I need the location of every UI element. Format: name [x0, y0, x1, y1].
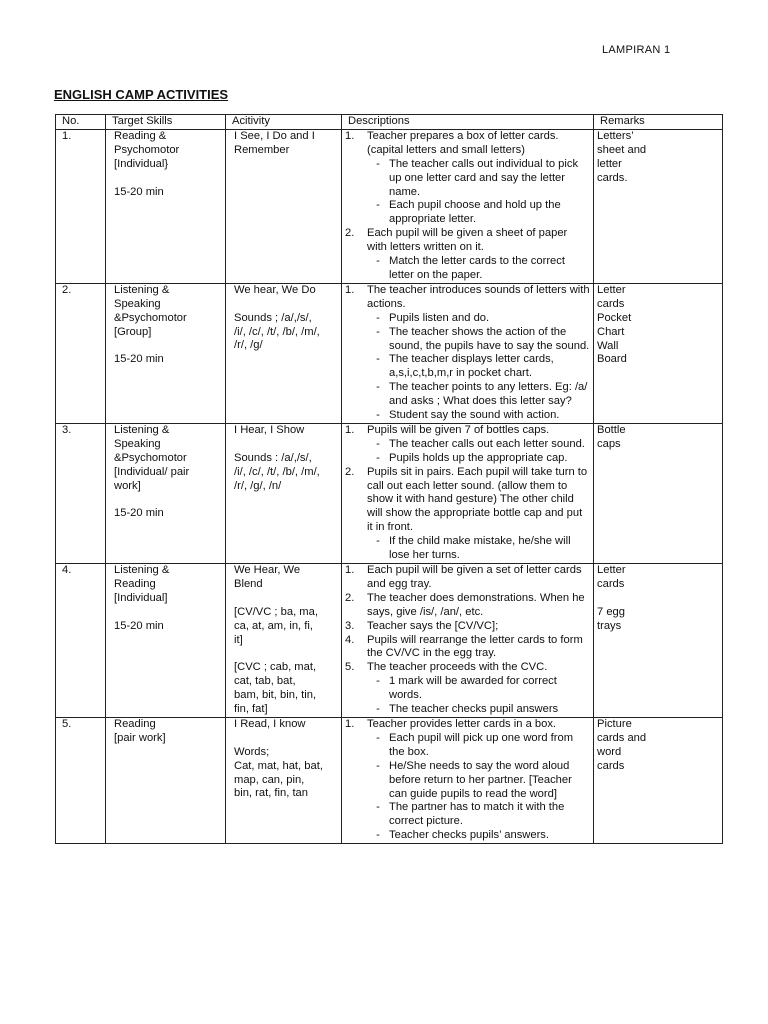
dash-bullet: -: [376, 759, 380, 772]
activity-line: [CV/VC ; ba, ma,: [234, 605, 318, 618]
row-number: 3.: [56, 423, 106, 563]
target-skill-line: Speaking: [114, 437, 161, 450]
subpoint-text: 1 mark will be awarded for correct words.: [389, 675, 557, 702]
activities-table: [55, 114, 723, 844]
dash-bullet: -: [376, 325, 380, 338]
step-text: Teacher prepares a box of letter cards. (capital letters and small letters): [367, 129, 559, 156]
subpoint: [367, 801, 590, 829]
subpoint-text: The teacher shows the action of the sound, the pupils have to say the sound.: [389, 325, 590, 352]
subpoint: [367, 326, 590, 354]
target-skill-line: 15-20 min: [114, 507, 164, 520]
target-skill-line: [114, 340, 222, 354]
remark-line: Letter: [597, 283, 626, 296]
table-header-row: [56, 115, 723, 130]
subpoint: [367, 312, 590, 326]
remarks-cell: [594, 129, 723, 283]
activity-line: bam, bit, bin, tin,: [234, 689, 317, 702]
target-skills-cell: [106, 423, 226, 563]
description-steps: [345, 284, 590, 423]
subpoint-text: Each pupil will pick up one word from the box.: [389, 731, 574, 758]
subpoint: [367, 675, 590, 703]
activity-line: We Hear, We: [234, 564, 301, 576]
target-skill-line: [Individual}: [114, 157, 169, 170]
step-head: [345, 466, 590, 536]
activity-line: ca, at, am, in, fi,: [234, 619, 313, 632]
description-step: [345, 424, 590, 466]
column-header-no: No.: [56, 115, 106, 130]
remark-line: Bottle: [597, 423, 626, 436]
step-head: [345, 634, 590, 662]
step-head: [345, 620, 590, 634]
activity-line: fin, fat]: [234, 703, 268, 716]
dash-bullet: -: [376, 829, 380, 842]
subpoint-text: The teacher points to any letters. Eg: /a/ and asks ; What does this letter say?: [389, 381, 588, 408]
step-text: Each pupil will be given a set of letter cards and egg tray.: [367, 564, 582, 590]
activity-line: Blend: [234, 577, 263, 590]
subpoint-text: Teacher checks pupils’ answers.: [389, 829, 550, 842]
table-row: [56, 423, 723, 563]
step-number: 2.: [345, 591, 355, 604]
subpoint: [367, 760, 590, 802]
target-skills-cell: [106, 564, 226, 718]
target-skill-line: 15-20 min: [114, 185, 164, 198]
descriptions-cell: [342, 564, 594, 718]
activity-line: cat, tab, bat,: [234, 675, 296, 688]
activity-line: /i/, /c/, /t/, /b/, /m/,: [234, 325, 320, 338]
dash-bullet: -: [376, 535, 380, 548]
target-skill-line: Psychomotor: [114, 143, 180, 156]
subpoint-text: Student say the sound with action.: [389, 409, 560, 422]
subpoint: [367, 829, 590, 843]
remark-line: word: [597, 745, 622, 758]
dash-bullet: -: [376, 381, 380, 394]
description-step: [345, 227, 590, 283]
step-head: [345, 661, 590, 675]
remark-line: Letters’: [597, 129, 634, 142]
activity-line: Cat, mat, hat, bat,: [234, 759, 323, 772]
step-text: Pupils will rearrange the letter cards to form the CV/VC in the egg tray.: [367, 633, 583, 660]
step-subpoints: [345, 255, 590, 283]
target-skill-line: Listening &: [114, 283, 170, 296]
target-skill-line: Reading: [114, 717, 156, 730]
subpoint-text: Match the letter cards to the correct letter on the paper.: [389, 255, 565, 281]
step-number: 2.: [345, 227, 355, 240]
subpoint: [367, 732, 590, 760]
subpoint: [367, 381, 590, 409]
subpoint: [367, 158, 590, 200]
activity-line: I See, I Do and I: [234, 129, 315, 142]
step-head: [345, 227, 590, 255]
step-subpoints: [345, 535, 590, 563]
description-steps: [345, 564, 590, 717]
step-head: [345, 564, 590, 592]
activity-line: it]: [234, 633, 243, 646]
remarks-cell: [594, 564, 723, 718]
step-subpoints: [345, 732, 590, 843]
step-text: The teacher proceeds with the CVC.: [367, 661, 548, 674]
step-number: 1.: [345, 129, 355, 142]
target-skill-line: Speaking: [114, 297, 161, 310]
remark-line: caps: [597, 437, 621, 450]
activity-line: Sounds ; /a/,/s/,: [234, 311, 312, 324]
subpoint: [367, 535, 590, 563]
annex-label: LAMPIRAN 1: [602, 44, 671, 56]
dash-bullet: -: [376, 437, 380, 450]
descriptions-cell: [342, 129, 594, 283]
step-number: 1.: [345, 423, 355, 436]
activity-line: /r/, /g/: [234, 339, 263, 352]
row-number: 1.: [56, 129, 106, 283]
description-step: [345, 661, 590, 717]
target-skill-line: [Individual]: [114, 591, 168, 604]
remark-line: cards: [597, 297, 625, 310]
subpoint: [367, 438, 590, 452]
step-subpoints: [345, 675, 590, 717]
step-number: 1.: [345, 283, 355, 296]
dash-bullet: -: [376, 451, 380, 464]
remarks-cell: [594, 717, 723, 843]
dash-bullet: -: [376, 311, 380, 324]
target-skill-line: &Psychomotor: [114, 311, 187, 324]
step-number: 1.: [345, 564, 355, 576]
table-body: [56, 129, 723, 843]
target-skill-line: &Psychomotor: [114, 451, 187, 464]
subpoint: [367, 199, 590, 227]
subpoint-text: The teacher displays letter cards, a,s,i,c,t,b,m,r in pocket chart.: [389, 353, 554, 380]
subpoint: [367, 452, 590, 466]
description-step: [345, 718, 590, 843]
step-number: 4.: [345, 633, 355, 646]
activity-line: [234, 298, 338, 312]
activity-line: Words;: [234, 745, 270, 758]
target-skills-cell: [106, 283, 226, 423]
dash-bullet: -: [376, 801, 380, 814]
activity-cell: [226, 283, 342, 423]
target-skill-line: [Group]: [114, 325, 152, 338]
description-steps: [345, 130, 590, 283]
remark-line: 7 egg: [597, 605, 625, 618]
descriptions-cell: [342, 423, 594, 563]
description-step: [345, 466, 590, 563]
remark-line: trays: [597, 619, 622, 632]
activity-line: map, can, pin,: [234, 773, 305, 786]
dash-bullet: -: [376, 199, 380, 212]
row-number: 4.: [56, 564, 106, 718]
row-number: 2.: [56, 283, 106, 423]
target-skill-line: work]: [114, 479, 141, 492]
target-skill-line: 15-20 min: [114, 619, 164, 632]
dash-bullet: -: [376, 703, 380, 716]
description-step: [345, 620, 590, 634]
remark-line: sheet and: [597, 143, 647, 156]
target-skill-line: [114, 493, 222, 507]
activity-line: /i/, /c/, /t/, /b/, /m/,: [234, 465, 320, 478]
dash-bullet: -: [376, 675, 380, 688]
description-step: [345, 284, 590, 423]
activity-cell: [226, 129, 342, 283]
dash-bullet: -: [376, 353, 380, 366]
target-skill-line: Reading: [114, 577, 156, 590]
subpoint: [367, 255, 590, 283]
step-head: [345, 592, 590, 620]
target-skill-line: [114, 172, 222, 186]
remarks-cell: [594, 283, 723, 423]
target-skill-line: Listening &: [114, 423, 170, 436]
step-text: Pupils sit in pairs. Each pupil will take turn to call out each letter sound. (allow them to show it with hand gesture) The other child will show the appropriate bottle cap and put it in front.: [367, 465, 588, 534]
step-text: Each pupil will be given a sheet of paper with letters written on it.: [367, 227, 568, 254]
subpoint-text: Each pupil choose and hold up the appropriate letter.: [389, 199, 561, 226]
column-header-activity: Acitivity: [226, 115, 342, 130]
column-header-remarks: Remarks: [594, 115, 723, 130]
step-number: 5.: [345, 661, 355, 674]
activity-line: I Read, I know: [234, 717, 306, 730]
table-row: [56, 717, 723, 843]
descriptions-cell: [342, 283, 594, 423]
remark-line: cards: [597, 577, 625, 590]
step-head: [345, 718, 590, 732]
activity-line: We hear, We Do: [234, 283, 316, 296]
step-text: The teacher introduces sounds of letters with actions.: [367, 283, 590, 310]
row-number: 5.: [56, 717, 106, 843]
step-number: 3.: [345, 619, 355, 632]
subpoint-text: The partner has to match it with the correct picture.: [389, 801, 565, 828]
descriptions-cell: [342, 717, 594, 843]
subpoint-text: Pupils holds up the appropriate cap.: [389, 451, 568, 464]
remark-line: cards.: [597, 171, 628, 184]
subpoint-text: The teacher calls out individual to pick up one letter card and say the letter name.: [389, 157, 579, 198]
subpoint-text: He/She needs to say the word aloud before return to her partner. [Teacher can guide pupils to read the word]: [389, 759, 572, 800]
remark-line: Wall: [597, 339, 619, 352]
dash-bullet: -: [376, 157, 380, 170]
step-number: 2.: [345, 465, 355, 478]
activity-cell: [226, 423, 342, 563]
table-row: [56, 564, 723, 718]
activity-line: [234, 647, 338, 661]
activity-cell: [226, 564, 342, 718]
dash-bullet: -: [376, 409, 380, 422]
subpoint: [367, 703, 590, 717]
target-skill-line: [pair work]: [114, 731, 166, 744]
target-skill-line: Reading &: [114, 129, 167, 142]
dash-bullet: -: [376, 255, 380, 268]
description-step: [345, 130, 590, 227]
remark-line: Letter: [597, 564, 626, 576]
step-text: The teacher does demonstrations. When he says, give /is/, /an/, etc.: [367, 591, 585, 618]
remark-line: Pocket: [597, 311, 632, 324]
remark-line: Board: [597, 353, 627, 366]
description-step: [345, 564, 590, 592]
step-text: Teacher provides letter cards in a box.: [367, 717, 557, 730]
remark-line: Chart: [597, 325, 625, 338]
step-head: [345, 284, 590, 312]
subpoint-text: Pupils listen and do.: [389, 311, 490, 324]
description-step: [345, 592, 590, 620]
remark-line: [597, 592, 719, 606]
step-text: Pupils will be given 7 of bottles caps.: [367, 423, 550, 436]
remark-line: cards: [597, 759, 625, 772]
activity-line: Sounds : /a/,/s/,: [234, 451, 312, 464]
activity-line: [234, 438, 338, 452]
remark-line: letter: [597, 157, 622, 170]
activity-line: [234, 592, 338, 606]
subpoint-text: The teacher checks pupil answers: [389, 703, 559, 716]
step-text: Teacher says the [CV/VC];: [367, 619, 499, 632]
step-subpoints: [345, 438, 590, 466]
remarks-cell: [594, 423, 723, 563]
activity-cell: [226, 717, 342, 843]
target-skill-line: 15-20 min: [114, 353, 164, 366]
activity-line: [CVC ; cab, mat,: [234, 661, 317, 674]
activity-line: bin, rat, fin, tan: [234, 787, 309, 800]
subpoint: [367, 409, 590, 423]
dash-bullet: -: [376, 731, 380, 744]
subpoint-text: The teacher calls out each letter sound.: [389, 437, 585, 450]
document-title: ENGLISH CAMP ACTIVITIES: [54, 87, 229, 102]
activity-line: [234, 732, 338, 746]
step-subpoints: [345, 158, 590, 228]
target-skills-cell: [106, 129, 226, 283]
target-skill-line: [114, 606, 222, 620]
step-subpoints: [345, 312, 590, 423]
activity-line: /r/, /g/, /n/: [234, 479, 282, 492]
description-steps: [345, 424, 590, 563]
remark-line: cards and: [597, 731, 647, 744]
step-number: 1.: [345, 717, 355, 730]
column-header-descriptions: Descriptions: [342, 115, 594, 130]
remark-line: Picture: [597, 717, 632, 730]
subpoint: [367, 353, 590, 381]
activity-line: I Hear, I Show: [234, 423, 305, 436]
step-head: [345, 424, 590, 438]
table-row: [56, 129, 723, 283]
subpoint-text: If the child make mistake, he/she will lose her turns.: [389, 535, 571, 562]
description-step: [345, 634, 590, 662]
target-skill-line: [Individual/ pair: [114, 465, 190, 478]
activity-line: Remember: [234, 143, 290, 156]
step-head: [345, 130, 590, 158]
table-row: [56, 283, 723, 423]
target-skills-cell: [106, 717, 226, 843]
column-header-target-skills: Target Skills: [106, 115, 226, 130]
target-skill-line: Listening &: [114, 564, 170, 576]
description-steps: [345, 718, 590, 843]
